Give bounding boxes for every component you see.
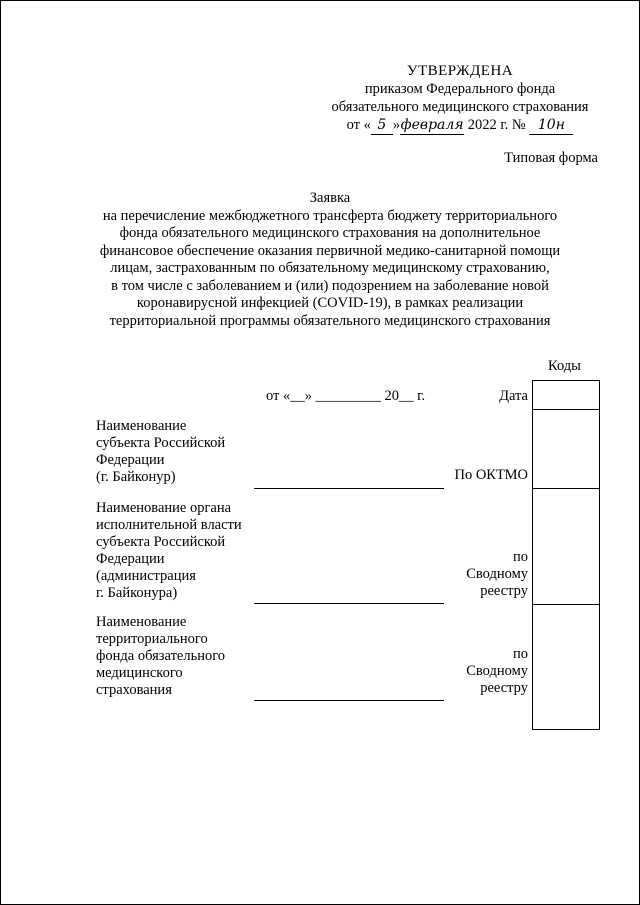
registry-label-line: по [512, 549, 528, 565]
field-subject-label [96, 418, 261, 486]
approval-line-1: приказом Федерального фонда [364, 81, 556, 97]
field-label-line: г. Байконура) [96, 585, 178, 601]
code-cell-date[interactable] [533, 381, 599, 410]
registry-label-2 [466, 646, 528, 697]
field-label-line: медицинского [96, 665, 183, 681]
codes-header: Коды [548, 358, 581, 374]
field-label-line: субъекта Российской [96, 435, 226, 451]
field-label-line: Наименование [96, 418, 187, 434]
approval-number: 10н [529, 116, 573, 135]
registry-label-line: реестру [480, 583, 528, 599]
field-label-line: территориального [96, 631, 208, 647]
request-line: коронавирусной инфекцией (COVID-19), в рамках реализации [136, 295, 524, 311]
field-authority-label [96, 500, 261, 602]
oktmo-label: По ОКТМО [454, 467, 528, 483]
registry-label-line: Сводному [466, 566, 528, 582]
field-label-line: Наименование органа [96, 500, 232, 516]
registry-label-1 [466, 549, 528, 600]
request-title-block [70, 190, 590, 330]
code-cell-registry-2[interactable] [533, 605, 599, 729]
field-label-line: Наименование [96, 614, 187, 630]
form-type-label: Типовая форма [504, 150, 598, 166]
approval-line-2: обязательного медицинского страхования [331, 99, 589, 115]
code-cell-oktmo[interactable] [533, 410, 599, 489]
request-line: территориальной программы обязательного медицинского страхования [109, 312, 551, 329]
request-line: лицам, застрахованным по обязательному медицинскому страхованию, [110, 260, 550, 276]
approval-from-prefix: от « [346, 117, 371, 133]
approval-year-text: 2022 г. № [467, 117, 526, 133]
registry-label-line: по [512, 646, 528, 662]
field-fund-label [96, 614, 261, 699]
field-label-line: страхования [96, 682, 172, 698]
registry-label-line: Сводному [466, 663, 528, 679]
registry-label-line: реестру [480, 680, 528, 696]
request-line: финансовое обеспечение оказания первичной медико-санитарной помощи [99, 242, 561, 259]
field-label-line: (г. Байконур) [96, 469, 176, 485]
field-fund-fill-line[interactable] [254, 700, 444, 701]
field-label-line: (администрация [96, 568, 196, 584]
approval-block [320, 62, 600, 135]
codes-table [532, 380, 600, 730]
date-label: Дата [499, 388, 528, 404]
field-label-line: Федерации [96, 551, 165, 567]
field-label-line: исполнительной власти [96, 517, 242, 533]
date-line: от «__» _________ 20__ г. [266, 388, 426, 404]
code-cell-registry-1[interactable] [533, 489, 599, 605]
field-label-line: фонда обязательного [96, 648, 226, 664]
approval-day: 5 [371, 116, 393, 135]
field-authority-fill-line[interactable] [254, 603, 444, 604]
approval-month-sep: » [392, 117, 401, 133]
approval-order-line [320, 116, 600, 135]
request-line: на перечисление межбюджетного трансферта бюджету территориального [102, 207, 558, 224]
request-line: в том числе с заболеванием и (или) подозрением на заболевание новой [111, 277, 549, 294]
approval-title: УТВЕРЖДЕНА [406, 63, 514, 79]
field-label-line: Федерации [96, 452, 165, 468]
approval-month: февраля [400, 117, 464, 133]
request-line: фонда обязательного медицинского страхования на дополнительное [119, 225, 541, 241]
field-subject-fill-line[interactable] [254, 488, 444, 489]
field-label-line: субъекта Российской [96, 534, 226, 550]
request-title: Заявка [309, 190, 351, 206]
